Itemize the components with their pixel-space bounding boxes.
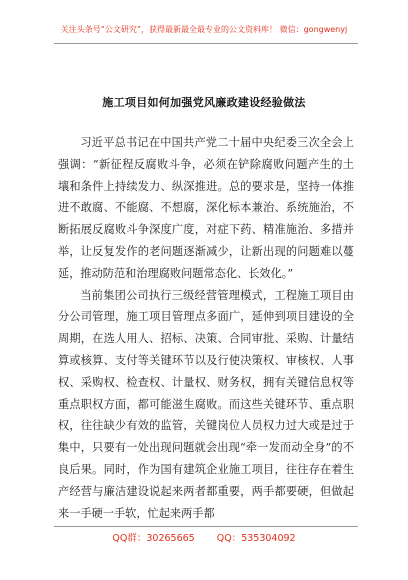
paragraph-2: 当前集团公司执行三级经营管理模式，工程施工项目由分公司管理，施工项目管理点多面广，延伸到项目建设的全周期，在选人用人、招标、决策、合同审批、采购、计量结算或核算、支付等关键环节以及行使决策权、审核权、人事权、采购权、检查权、计量权、财务权，拥有关键信息权等重点职权方面，都可能滋生腐败。而这些关键环节、重点职权，往往缺少有效的监管，关键岗位人员权力过大或是过于集中，只要有一处出现问题就会出现“牵一发而动全身”的不良后果。同时，作为国有建筑企业施工项目，往往存在着生产经营与廉洁建设说起来两者都重要，两手都要硬，但做起来一手硬一手软，忙起来两手都: [58, 288, 354, 520]
qq-group-label: QQ群：: [112, 533, 147, 544]
footer-contacts: [0, 530, 408, 544]
header-divider: [54, 43, 358, 44]
paragraph-1: 习近平总书记在中国共产党二十届中央纪委三次全会上强调：“新征程反腐败斗争，必须在铲除腐败问题产生的土壤和条件上持续发力、纵深推进。总的要求是，坚持一体推进不敢腐、不能腐、不想腐，深化标本兼治、系统施治，不断拓展反腐败斗争深度广度，对症下药、精准施治、多措并举，让反复发作的老问题逐渐减少，让新出现的问题难以蔓延，推动防范和治理腐败问题常态化、长效化。”: [58, 136, 354, 280]
qq-group-number: 30265665: [146, 533, 195, 544]
header-promo-note: 关注头条号“公文研究”，获得最新最全最专业的公文资料库！ 微信：gongwenyj: [60, 25, 348, 34]
qq-label: QQ：: [216, 533, 242, 544]
document-title: 施工项目如何加强党风廉政建设经验做法: [102, 96, 306, 109]
footer-divider: [54, 526, 358, 527]
qq-number: 535304092: [241, 533, 296, 544]
document-body: [58, 132, 354, 524]
